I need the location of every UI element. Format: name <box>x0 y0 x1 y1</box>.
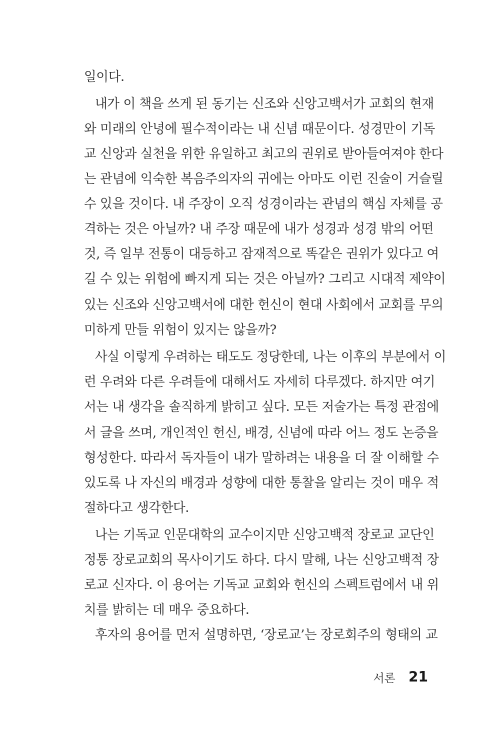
body-text-line: 런 우려와 다른 우려들에 대해서도 자세히 다루겠다. 하지만 여기 <box>84 375 436 390</box>
body-text-line: 교 신앙과 실천을 위한 유일하고 최고의 권위로 받아들여져야 한다 <box>84 147 444 162</box>
running-section-label: 서론 <box>373 670 396 685</box>
body-text-line: 나는 기독교 인문대학의 교수이지만 신앙고백적 장로교 교단인 <box>95 528 435 543</box>
body-text-line: 서 글을 쓰며, 개인적인 헌신, 배경, 신념에 따라 어느 정도 논증을 <box>84 426 439 441</box>
body-text-line: 와 미래의 안녕에 필수적이라는 내 신념 때문이다. 성경만이 기독 <box>84 122 436 137</box>
body-text-line: 로교 신자다. 이 용어는 기독교 교회와 헌신의 스펙트럼에서 내 위 <box>84 578 439 593</box>
body-text-line: 일이다. <box>84 70 125 85</box>
body-text-line: 수 있을 것이다. 내 주장이 오직 성경이라는 관념의 핵심 자체를 공 <box>84 197 443 212</box>
body-text-line: 치를 밝히는 데 매우 중요하다. <box>84 603 250 618</box>
body-text-line: 미하게 만들 위험이 있지는 않을까? <box>84 323 277 338</box>
body-text-line: 있는 신조와 신앙고백서에 대한 헌신이 현대 사회에서 교회를 무의 <box>84 298 444 313</box>
page-number: 21 <box>408 669 428 686</box>
body-text-line: 정통 장로교회의 목사이기도 하다. 다시 말해, 나는 신앙고백적 장 <box>84 553 439 568</box>
body-text-line: 는 관념에 익숙한 복음주의자의 귀에는 아마도 이런 진술이 거슬릴 <box>84 172 444 187</box>
body-text-line: 내가 이 책을 쓰게 된 동기는 신조와 신앙고백서가 교회의 현재 <box>95 97 434 112</box>
body-text-line: 사실 이렇게 우려하는 태도도 정당한데, 나는 이후의 부분에서 이 <box>95 350 447 365</box>
body-text-line: 절하다고 생각한다. <box>84 501 190 516</box>
page-footer <box>373 667 428 687</box>
body-text-line: 있도록 나 자신의 배경과 성향에 대한 통찰을 알리는 것이 매우 적 <box>84 476 439 491</box>
body-text-line: 것, 즉 일부 전통이 대등하고 잠재적으로 똑같은 권위가 있다고 여 <box>84 247 439 262</box>
body-text-line: 후자의 용어를 먼저 설명하면, ‘장로교’는 장로회주의 형태의 교 <box>95 628 438 643</box>
body-text-line: 형성한다. 따라서 독자들이 내가 말하려는 내용을 더 잘 이해할 수 <box>84 451 439 466</box>
body-text-line: 격하는 것은 아닐까? 내 주장 때문에 내가 성경과 성경 밖의 어떤 <box>84 222 434 237</box>
body-text-line: 길 수 있는 위험에 빠지게 되는 것은 아닐까? 그리고 시대적 제약이 <box>84 272 446 287</box>
body-text-line: 서는 내 생각을 솔직하게 밝히고 싶다. 모든 저술가는 특정 관점에 <box>84 400 439 415</box>
